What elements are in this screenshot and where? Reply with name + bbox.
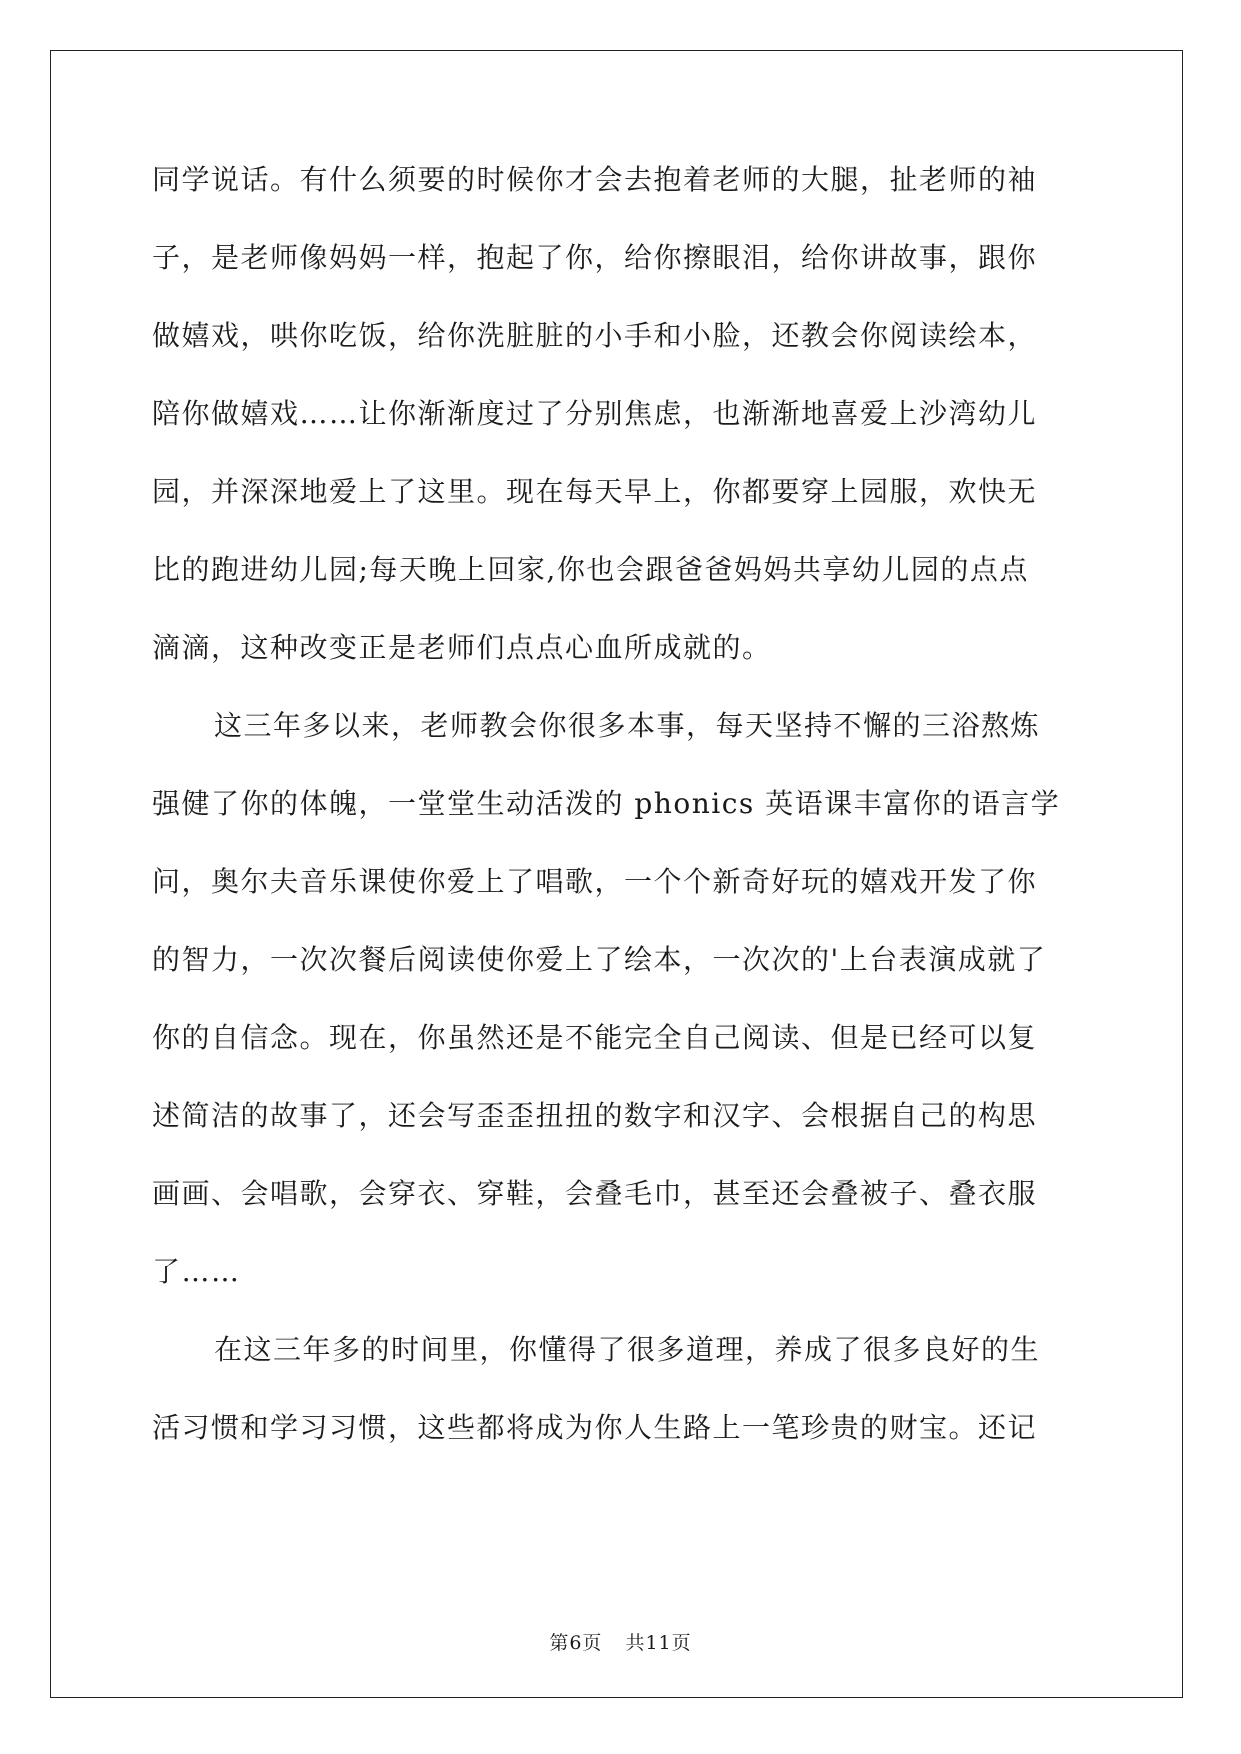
paragraph-first-line: 在这三年多的时间里，你懂得了很多道理，养成了很多良好的生 bbox=[214, 1333, 1041, 1366]
text-line: 活习惯和学习习惯，这些都将成为你人生路上一笔珍贵的财宝。还记 bbox=[152, 1411, 1038, 1444]
text-line: 的智力，一次次餐后阅读使你爱上了绘本，一次次的'上台表演成就了 bbox=[152, 943, 1047, 976]
page-total: 共11页 bbox=[625, 1632, 692, 1654]
text-line: 做嬉戏，哄你吃饭，给你洗脏脏的小手和小脸，还教会你阅读绘本， bbox=[152, 319, 1038, 352]
page-footer bbox=[0, 1628, 1241, 1655]
text-line: 问，奥尔夫音乐课使你爱上了唱歌，一个个新奇好玩的嬉戏开发了你 bbox=[152, 865, 1038, 898]
text-line: 同学说话。有什么须要的时候你才会去抱着老师的大腿，扯老师的袖 bbox=[152, 163, 1038, 196]
text-line: 你的自信念。现在，你虽然还是不能完全自己阅读、但是已经可以复 bbox=[152, 1021, 1038, 1054]
document-body bbox=[152, 160, 1087, 1486]
text-line: 画画、会唱歌，会穿衣、穿鞋，会叠毛巾，甚至还会叠被子、叠衣服 bbox=[152, 1177, 1038, 1210]
text-line: 强健了你的体魄，一堂堂生动活泼的 phonics 英语课丰富你的语言学 bbox=[152, 787, 1061, 820]
text-line: 滴滴，这种改变正是老师们点点心血所成就的。 bbox=[152, 631, 772, 664]
paragraph-first-line: 这三年多以来，老师教会你很多本事，每天坚持不懈的三浴熬炼 bbox=[214, 709, 1041, 742]
text-line: 比的跑进幼儿园;每天晚上回家,你也会跟爸爸妈妈共享幼儿园的点点 bbox=[152, 553, 1029, 586]
text-line: 子，是老师像妈妈一样，抱起了你，给你擦眼泪，给你讲故事，跟你 bbox=[152, 241, 1038, 274]
text-line: 述简洁的故事了，还会写歪歪扭扭的数字和汉字、会根据自己的构思 bbox=[152, 1099, 1038, 1132]
page-number: 第6页 bbox=[549, 1632, 603, 1654]
text-line: 了…… bbox=[152, 1255, 241, 1288]
text-line: 陪你做嬉戏……让你渐渐度过了分别焦虑，也渐渐地喜爱上沙湾幼儿 bbox=[152, 397, 1038, 430]
text-line: 园，并深深地爱上了这里。现在每天早上，你都要穿上园服，欢快无 bbox=[152, 475, 1038, 508]
